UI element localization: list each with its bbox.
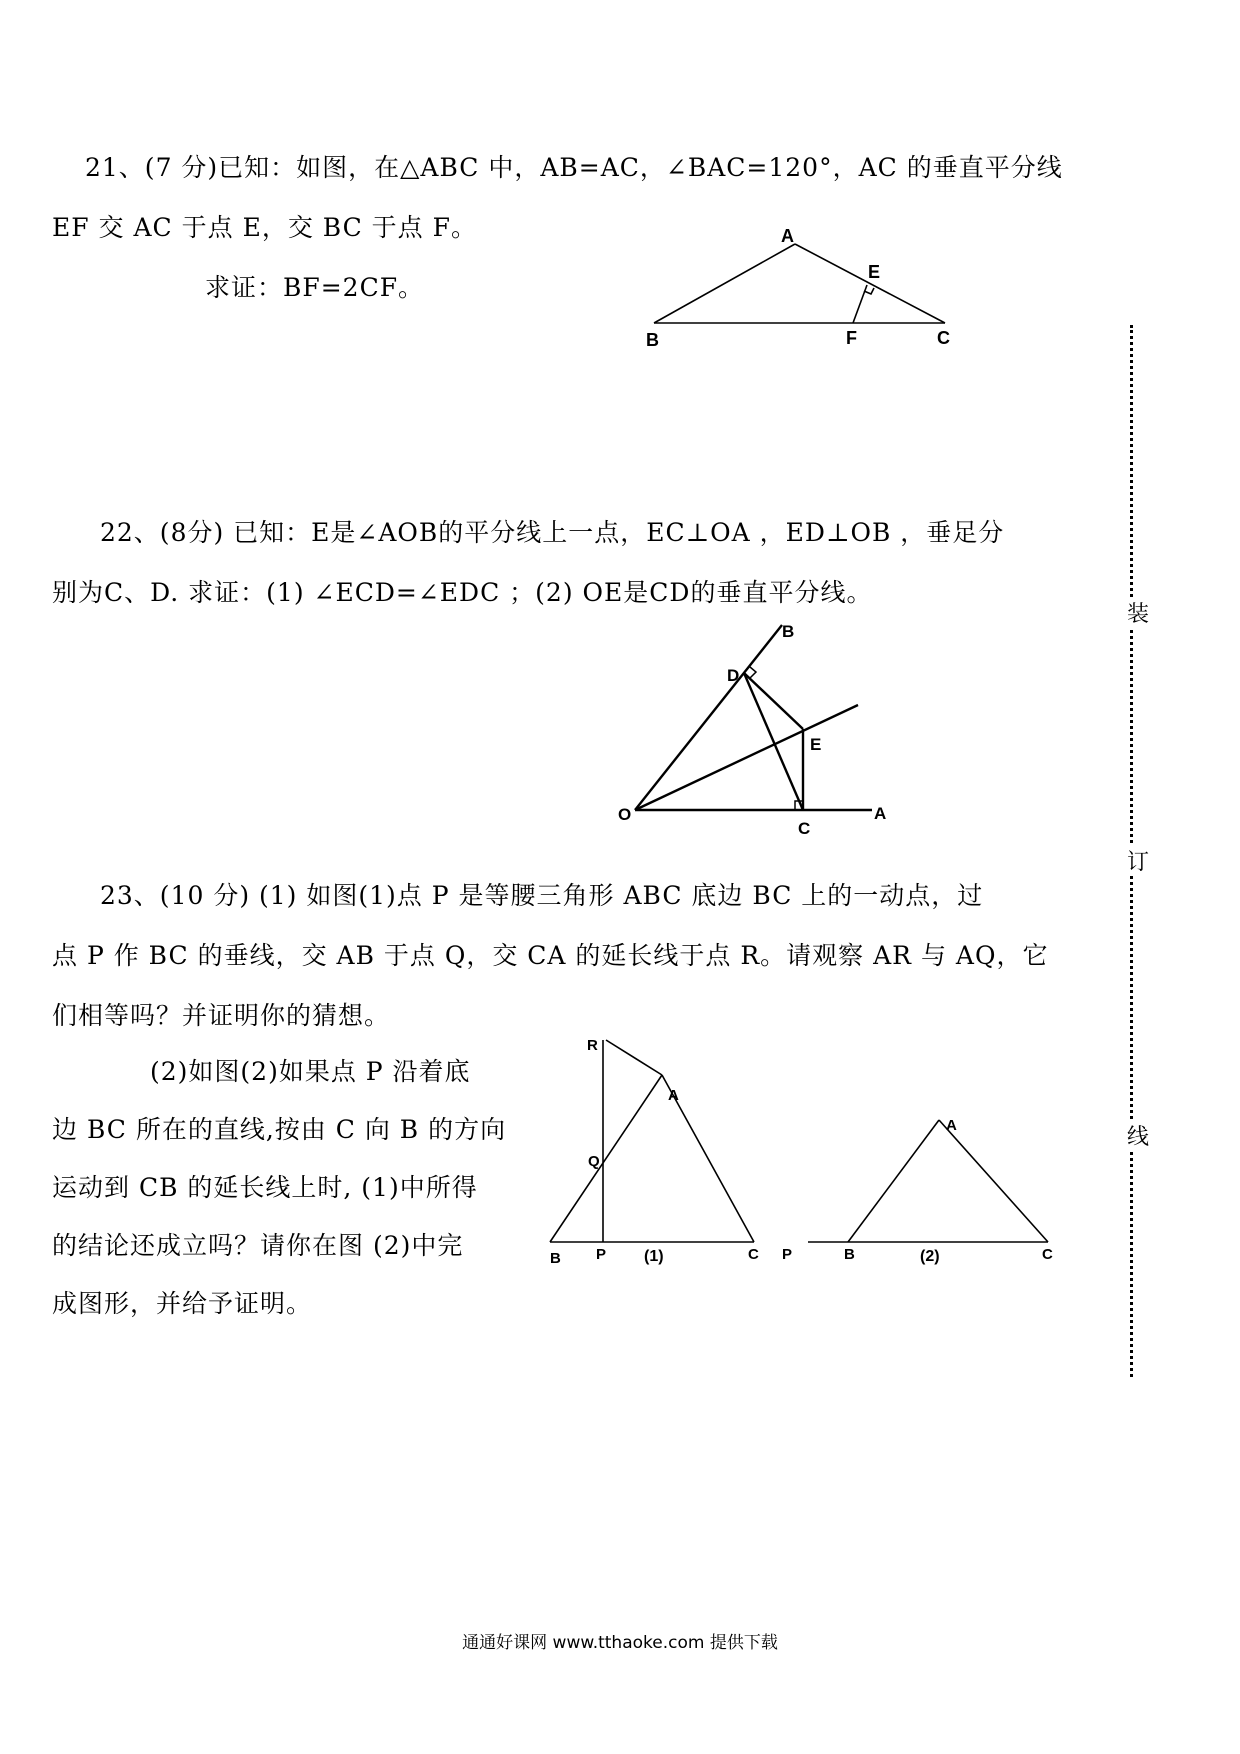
q23-part2-line2: 边 BC 所在的直线,按由 C 向 B 的方向 [52, 1115, 507, 1144]
q22-label-A: A [874, 804, 887, 823]
fig1-label-P: P [596, 1246, 607, 1263]
q23-figure-1 [540, 1030, 770, 1270]
fig2-label-A: A [946, 1117, 957, 1134]
fig1-label-Q: Q [588, 1153, 600, 1170]
fig1-caption: (1) [644, 1248, 664, 1265]
q22-label-C: C [798, 819, 811, 838]
fig2-label-P: P [782, 1246, 793, 1263]
q23-line1: 23、(10 分) (1) 如图(1)点 P 是等腰三角形 ABC 底边 BC 上的一动点，过 [100, 881, 984, 910]
binding-char-zhuang: 装 [1127, 597, 1157, 628]
fig1-label-R: R [587, 1037, 598, 1054]
q22-label-D: D [727, 666, 740, 685]
fig2-label-B: B [844, 1246, 855, 1263]
q21-line2: EF 交 AC 于点 E，交 BC 于点 F。 [52, 213, 477, 242]
q21-label-F: F [846, 328, 857, 348]
q22-angle-bisector-figure [610, 615, 910, 845]
fig1-label-B: B [550, 1250, 561, 1267]
q22-label-E: E [810, 735, 822, 754]
q21-triangle-figure [640, 220, 970, 360]
q23-line3: 们相等吗？并证明你的猜想。 [52, 1001, 391, 1030]
q23-figure-2 [776, 1110, 1066, 1270]
q21-label-B: B [646, 330, 659, 350]
q22-line1: 22、(8分) 已知：E是∠AOB的平分线上一点，EC⊥OA ，ED⊥OB ，垂足分 [100, 518, 1005, 547]
fig2-caption: (2) [920, 1248, 940, 1265]
q23-line2: 点 P 作 BC 的垂线，交 AB 于点 Q，交 CA 的延长线于点 R。请观察 AR 与 AQ，它 [52, 941, 1049, 970]
q23-part2-line3: 运动到 CB 的延长线上时, (1)中所得 [52, 1173, 478, 1202]
q22-label-O: O [618, 805, 632, 824]
page-footer: 通通好课网 www.tthaoke.com 提供下载 [462, 1633, 778, 1653]
q21-label-C: C [937, 328, 950, 348]
fig2-label-C: C [1042, 1246, 1053, 1263]
q22-label-B: B [782, 622, 795, 641]
q23-part2-line4: 的结论还成立吗？请你在图 (2)中完 [52, 1231, 464, 1260]
q21-line1: 21、(7 分)已知：如图，在△ABC 中，AB=AC，∠BAC=120°，AC 的垂直平分线 [85, 153, 1063, 182]
q21-proof-statement: 求证：BF=2CF。 [205, 273, 425, 302]
fig1-label-C: C [748, 1246, 759, 1263]
binding-char-xian: 线 [1127, 1120, 1157, 1151]
fig1-label-A: A [668, 1087, 679, 1104]
q21-label-E: E [868, 262, 881, 282]
binding-char-ding: 订 [1127, 845, 1157, 876]
q22-line2: 别为C、D. 求证：(1) ∠ECD=∠EDC ；(2) OE是CD的垂直平分线。 [52, 578, 873, 607]
q23-part2-line5: 成图形，并给予证明。 [52, 1289, 313, 1318]
q21-label-A: A [781, 226, 794, 246]
q23-part2-line1: (2)如图(2)如果点 P 沿着底 [150, 1057, 471, 1086]
